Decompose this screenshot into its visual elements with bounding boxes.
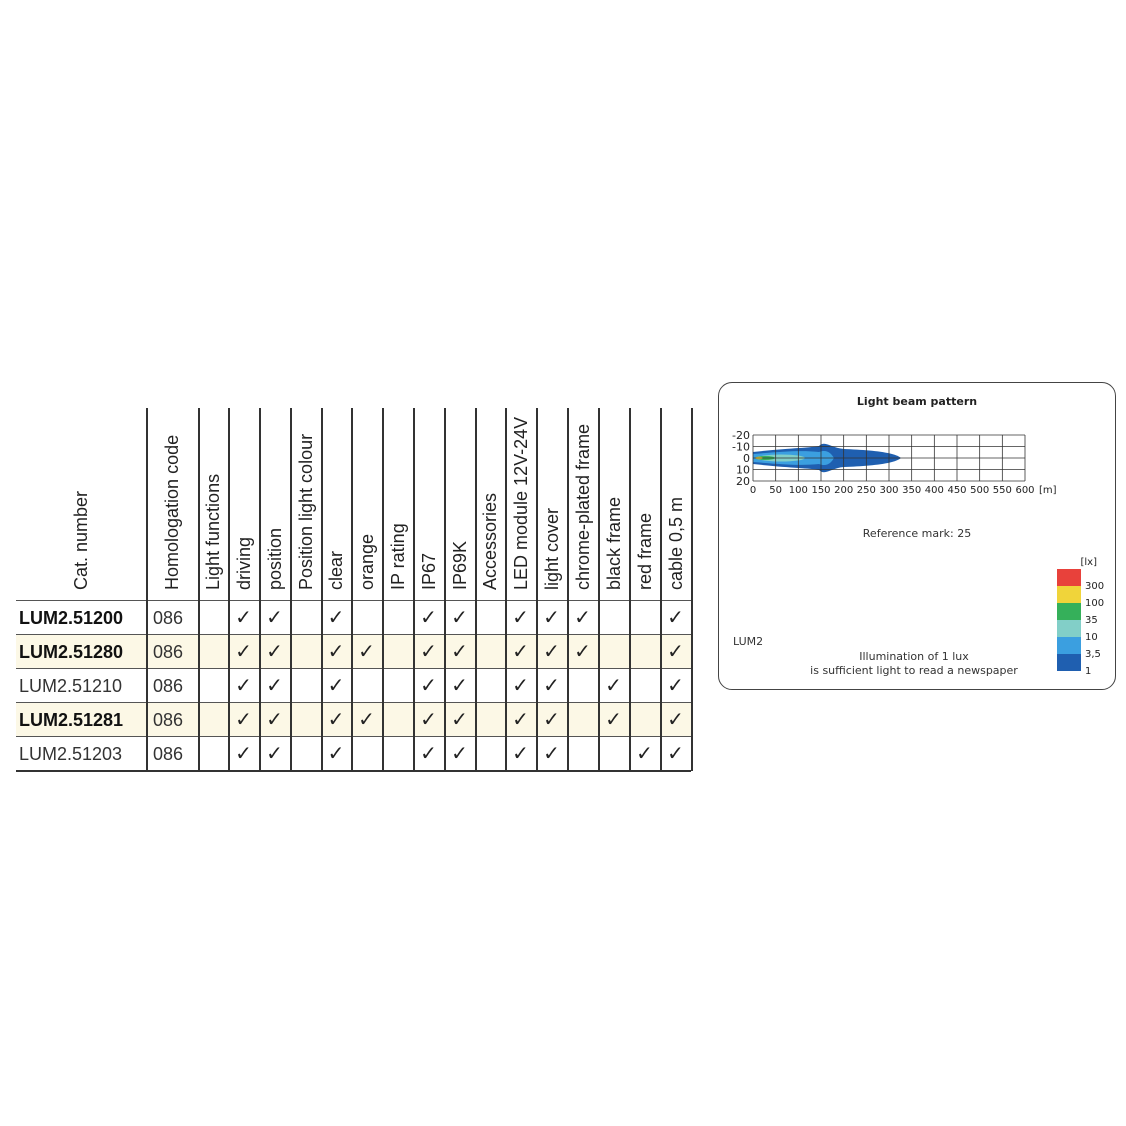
table-row — [16, 634, 691, 669]
check-icon: ✓ — [543, 743, 560, 765]
x-tick-label: 300 — [879, 485, 899, 496]
check-icon: ✓ — [358, 641, 375, 663]
y-tick-label: 20 — [736, 475, 750, 488]
light-beam-card — [718, 382, 1116, 690]
check-icon: ✓ — [358, 709, 375, 731]
column-divider — [321, 408, 323, 771]
legend-swatch — [1057, 586, 1081, 603]
illumination-note-2: is sufficient light to read a newspaper — [810, 664, 1018, 677]
header-orange: orange — [356, 533, 377, 590]
legend-swatch — [1057, 654, 1081, 671]
x-tick-label: 350 — [902, 485, 922, 496]
table-row — [16, 736, 691, 771]
y-tick-label: 0 — [743, 452, 750, 465]
column-divider — [598, 408, 600, 771]
legend-label: 3,5 — [1085, 649, 1101, 660]
legend-label: 10 — [1085, 632, 1098, 643]
check-icon: ✓ — [235, 641, 252, 663]
x-tick-label: 400 — [924, 485, 944, 496]
x-tick-label: 200 — [834, 485, 854, 496]
check-icon: ✓ — [574, 607, 591, 629]
product-table — [16, 408, 691, 770]
check-icon: ✓ — [605, 675, 622, 697]
x-tick-label: 500 — [970, 485, 990, 496]
x-tick-label: 150 — [811, 485, 831, 496]
check-icon: ✓ — [512, 743, 529, 765]
illumination-note-1: Illumination of 1 lux — [859, 650, 969, 663]
column-divider — [536, 408, 538, 771]
cat-number: LUM2.51210 — [19, 676, 123, 696]
header-cat: Cat. number — [71, 490, 91, 590]
check-icon: ✓ — [543, 709, 560, 731]
legend-swatch — [1057, 637, 1081, 654]
check-icon: ✓ — [605, 709, 622, 731]
x-tick-label: 450 — [947, 485, 967, 496]
column-divider — [290, 408, 292, 771]
x-unit-label: [m] — [1039, 485, 1057, 496]
cat-number: LUM2.51281 — [19, 710, 124, 730]
check-icon: ✓ — [512, 641, 529, 663]
check-icon: ✓ — [574, 641, 591, 663]
x-tick-label: 0 — [749, 485, 757, 496]
check-icon: ✓ — [266, 709, 283, 731]
check-icon: ✓ — [235, 709, 252, 731]
check-icon: ✓ — [420, 607, 437, 629]
check-icon: ✓ — [235, 607, 252, 629]
header-position_colour: Position light colour — [295, 433, 316, 590]
legend-swatch — [1057, 569, 1081, 586]
check-icon: ✓ — [420, 641, 437, 663]
header-chrome: chrome-plated frame — [572, 423, 593, 590]
check-icon: ✓ — [266, 607, 283, 629]
header-driving: driving — [233, 536, 254, 590]
header-red: red frame — [634, 512, 655, 590]
cat-number: LUM2.51200 — [19, 608, 124, 628]
column-divider — [660, 408, 662, 771]
check-icon: ✓ — [451, 675, 468, 697]
header-accessories: Accessories — [480, 492, 500, 590]
column-divider — [146, 408, 148, 771]
check-icon: ✓ — [327, 607, 345, 629]
x-tick-label: 100 — [788, 485, 808, 496]
x-tick-label: 600 — [1015, 485, 1035, 496]
homologation-code: 086 — [153, 744, 184, 764]
check-icon: ✓ — [266, 641, 283, 663]
check-icon: ✓ — [451, 641, 468, 663]
check-icon: ✓ — [420, 675, 437, 697]
column-divider — [198, 408, 200, 771]
table-bottom-border — [16, 770, 691, 772]
column-divider — [629, 408, 631, 771]
y-tick-label: -20 — [732, 429, 750, 442]
check-icon: ✓ — [543, 675, 560, 697]
column-divider — [475, 408, 477, 771]
legend-label: 35 — [1085, 615, 1098, 626]
check-icon: ✓ — [420, 743, 437, 765]
legend-unit: [lx] — [1080, 557, 1097, 568]
check-icon: ✓ — [327, 675, 345, 697]
x-tick-label: 50 — [769, 485, 783, 496]
check-icon: ✓ — [451, 709, 468, 731]
column-divider — [228, 408, 230, 771]
check-icon: ✓ — [327, 641, 345, 663]
legend-label: 300 — [1085, 581, 1105, 592]
check-icon: ✓ — [451, 743, 468, 765]
check-icon: ✓ — [266, 743, 283, 765]
check-icon: ✓ — [636, 743, 653, 765]
x-tick-label: 550 — [992, 485, 1012, 496]
check-icon: ✓ — [235, 743, 252, 765]
check-icon: ✓ — [266, 675, 283, 697]
reference-mark: Reference mark: 25 — [862, 527, 972, 540]
header-clear: clear — [326, 550, 346, 590]
check-icon: ✓ — [667, 743, 684, 765]
header-homologation: Homologation code — [162, 434, 182, 590]
check-icon: ✓ — [512, 675, 529, 697]
legend-swatch — [1057, 620, 1081, 637]
column-divider — [505, 408, 507, 771]
column-divider — [382, 408, 384, 771]
beam-title: Light beam pattern — [856, 395, 978, 408]
check-icon: ✓ — [451, 607, 468, 629]
table-row — [16, 702, 691, 737]
homologation-code: 086 — [153, 608, 184, 628]
legend-swatch — [1057, 603, 1081, 620]
header-ip_rating: IP rating — [387, 523, 408, 590]
check-icon: ✓ — [667, 709, 684, 731]
check-icon: ✓ — [235, 675, 252, 697]
y-tick-label: 10 — [736, 463, 750, 477]
header-cable: cable 0,5 m — [665, 496, 686, 590]
cat-number: LUM2.51280 — [19, 642, 124, 662]
model-label: LUM2 — [733, 635, 764, 648]
column-divider — [444, 408, 446, 771]
x-tick-label: 250 — [856, 485, 876, 496]
check-icon: ✓ — [667, 675, 684, 697]
y-tick-label: -10 — [732, 440, 750, 454]
header-led: LED module 12V-24V — [510, 416, 531, 590]
check-icon: ✓ — [512, 709, 529, 731]
check-icon: ✓ — [543, 641, 560, 663]
header-light_functions: Light functions — [203, 473, 223, 590]
check-icon: ✓ — [667, 641, 684, 663]
check-icon: ✓ — [420, 709, 437, 731]
legend-label: 1 — [1085, 666, 1092, 677]
check-icon: ✓ — [512, 607, 529, 629]
header-ip69k: IP69K — [449, 540, 470, 590]
header-ip67: IP67 — [418, 552, 439, 590]
header-position: position — [264, 527, 285, 590]
cat-number: LUM2.51203 — [19, 744, 123, 764]
column-divider — [413, 408, 415, 771]
table-row — [16, 668, 691, 703]
column-divider — [259, 408, 261, 771]
column-divider — [351, 408, 353, 771]
homologation-code: 086 — [153, 676, 184, 696]
column-divider — [691, 408, 693, 771]
homologation-code: 086 — [153, 642, 184, 662]
header-black: black frame — [603, 496, 624, 590]
check-icon: ✓ — [327, 709, 345, 731]
check-icon: ✓ — [327, 743, 345, 765]
homologation-code: 086 — [153, 710, 184, 730]
check-icon: ✓ — [667, 607, 684, 629]
header-cover: light cover — [541, 507, 562, 590]
column-divider — [567, 408, 569, 771]
check-icon: ✓ — [543, 607, 560, 629]
table-row — [16, 600, 691, 635]
legend-label: 100 — [1085, 598, 1105, 609]
